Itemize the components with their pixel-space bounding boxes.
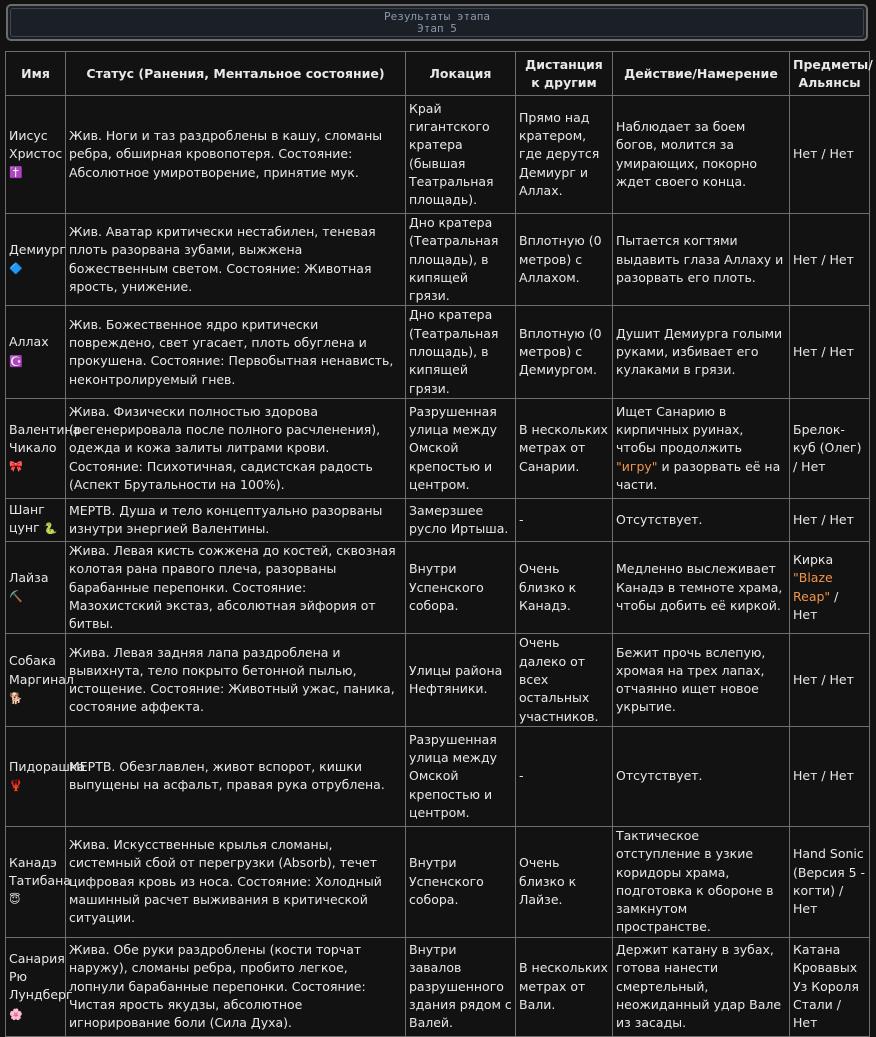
participant-name-cell [6, 826, 71, 937]
distance-cell: Вплотную (0 метров) с Аллахом. [516, 214, 613, 306]
table-row [6, 937, 870, 1036]
participant-name: Санария Рю Лундберг [9, 950, 73, 1003]
distance-cell: - [516, 498, 613, 541]
stage-results-header-inner [10, 8, 864, 37]
location-cell: Внутри завалов разрушенного здания рядом с Валей. [406, 937, 516, 1036]
diamond-icon: 🔷 [9, 262, 23, 276]
items-cell: Нет / Нет [790, 726, 870, 826]
items-cell: Нет / Нет [790, 96, 870, 214]
dog-icon: 🐕 [9, 691, 23, 705]
participant-name-cell [6, 96, 66, 214]
status-cell: Жив. Ноги и таз раздроблены в кашу, сломаны ребра, обширная кровопотеря. Состояние: Абсолютное умиротворение, принятие мук. [66, 96, 406, 214]
table-row [6, 306, 870, 398]
distance-cell: Очень далеко от всех остальных участников. [516, 634, 613, 726]
lobster-icon: 🦞 [9, 778, 23, 792]
action-cell [613, 398, 790, 498]
participant-name: Канадэ Татибана [9, 854, 71, 889]
items-cell: Hand Sonic (Версия 5 - когти) / Нет [790, 826, 870, 937]
participant-name-cell [6, 541, 66, 633]
participant-name-cell [6, 214, 66, 306]
stage-results-header [6, 4, 868, 41]
items-cell: Нет / Нет [790, 498, 870, 541]
status-cell: Жива. Левая задняя лапа раздроблена и вывихнута, тело покрыто бетонной пылью, истощение. Состояние: Животный ужас, паника, состояние аффекта. [66, 634, 406, 726]
items-cell: Нет / Нет [790, 306, 870, 398]
action-cell: Душит Демиурга голыми руками, избивает его кулаками в грязи. [613, 306, 790, 398]
crescent-icon: ☪️ [9, 354, 23, 368]
participant-name-cell [6, 498, 66, 541]
status-cell: МЕРТВ. Обезглавлен, живот вспорот, кишки выпущены на асфальт, правая рука отрублена. [66, 726, 406, 826]
distance-cell: Прямо над кратером, где дерутся Демиург и Аллах. [516, 96, 613, 214]
items-highlight: "Blaze Reap" [793, 570, 833, 604]
location-cell: Разрушенная улица между Омской крепостью и центром. [406, 398, 516, 498]
participant-name: Демиург [9, 241, 66, 257]
items-cell: Брелок-куб (Олег) / Нет [790, 398, 870, 498]
column-header-location: Локация [406, 52, 516, 96]
action-text: и разорвать её на части. [616, 458, 781, 492]
status-cell: МЕРТВ. Душа и тело концептуально разорваны изнутри энергией Валентины. [66, 498, 406, 541]
results-table-header [6, 52, 873, 96]
action-cell: Бежит прочь вслепую, хромая на трех лапах, отчаянно ищет новое укрытие. [613, 634, 790, 726]
participant-name-cell [6, 306, 66, 398]
column-header-distance: Дистанция к другим [516, 52, 613, 96]
items-text: / Нет [793, 588, 839, 622]
angel-face-icon: 😇 [9, 893, 21, 907]
snake-icon: 🐍 [43, 522, 58, 536]
results-table-body [6, 96, 870, 1037]
items-cell: Нет / Нет [790, 214, 870, 306]
status-cell: Жива. Искусственные крылья сломаны, системный сбой от перегрузки (Absorb), течет цифровая кровь из носа. Состояние: Холодный машинный расчет выживания в критической ситуации. [66, 826, 406, 937]
items-cell: Катана Кровавых Уз Короля Стали / Нет [790, 937, 870, 1036]
participant-name: Валентина Чикало [9, 421, 81, 455]
participant-name: Пидорашка [9, 758, 86, 774]
location-cell: Внутри Успенского собора. [406, 826, 516, 937]
location-cell: Замерзшее русло Иртыша. [406, 498, 516, 541]
action-cell: Наблюдает за боем богов, молится за умирающих, покорно ждет своего конца. [613, 96, 790, 214]
column-header-name: Имя [6, 52, 66, 96]
pickaxe-icon: ⛏️ [9, 590, 23, 604]
distance-cell: Очень близко к Лайзе. [516, 826, 613, 937]
table-row [6, 826, 870, 937]
location-cell: Дно кратера (Театральная площадь), в кипящей грязи. [406, 214, 516, 306]
column-header-status: Статус (Ранения, Ментальное состояние) [66, 52, 406, 96]
header-row [6, 52, 870, 96]
table-row [6, 214, 870, 306]
cross-icon: ✝️ [9, 166, 23, 180]
items-cell [790, 541, 870, 633]
table-row [6, 398, 870, 498]
participant-name-cell [6, 398, 81, 498]
header-title: Результаты этапа [384, 9, 490, 23]
location-cell: Дно кратера (Театральная площадь), в кипящей грязи. [406, 306, 516, 398]
participant-name: Иисус Христос [9, 127, 63, 161]
results-table [5, 51, 873, 1037]
location-cell: Внутри Успенского собора. [406, 541, 516, 633]
action-highlight: "игру" [616, 458, 658, 474]
participant-name: Лайза [9, 569, 49, 585]
table-row [6, 726, 870, 826]
cherry-blossom-icon: 🌸 [9, 1007, 23, 1021]
action-cell: Отсутствует. [613, 726, 790, 826]
action-cell: Тактическое отступление в узкие коридоры храма, подготовка к обороне в замкнутом пространстве. [613, 826, 790, 937]
items-cell: Нет / Нет [790, 634, 870, 726]
items-text: Кирка [793, 552, 834, 568]
action-cell: Пытается когтями выдавить глаза Аллаху и разорвать его плоть. [613, 214, 790, 306]
distance-cell: В нескольких метрах от Санарии. [516, 398, 613, 498]
location-cell: Разрушенная улица между Омской крепостью и центром. [406, 726, 516, 826]
status-cell: Жива. Физически полностью здорова (регенерировала после полного расчленения), одежда и кожа залиты литрами крови. Состояние: Психотичная, садистская радость (Аспект Брутальности на 100%). [66, 398, 406, 498]
participant-name-cell [6, 937, 73, 1036]
column-header-items: Предметы/Альянсы [790, 52, 870, 96]
action-cell: Держит катану в зубах, готова нанести смертельный, неожиданный удар Вале из засады. [613, 937, 790, 1036]
participant-name: Шанг цунг [9, 502, 45, 536]
location-cell: Улицы района Нефтяники. [406, 634, 516, 726]
action-text: Ищет Санарию в кирпичных руинах, чтобы продолжить [616, 403, 744, 456]
header-subtitle: Этап 5 [417, 21, 457, 35]
distance-cell: Вплотную (0 метров) с Демиургом. [516, 306, 613, 398]
participant-name: Аллах [9, 334, 49, 350]
ribbon-icon: 🎀 [9, 460, 23, 474]
distance-cell: - [516, 726, 613, 826]
action-cell: Отсутствует. [613, 498, 790, 541]
participant-name-cell [6, 726, 86, 826]
table-row [6, 634, 870, 726]
table-row [6, 96, 870, 214]
action-cell: Медленно выслеживает Канадэ в темноте храма, чтобы добить её киркой. [613, 541, 790, 633]
status-cell: Жива. Обе руки раздроблены (кости торчат наружу), сломаны ребра, пробито легкое, лопнули барабанные перепонки. Состояние: Чистая ярость якудзы, абсолютное игнорирование боли (Сила Духа). [66, 937, 406, 1036]
status-cell: Жива. Левая кисть сожжена до костей, сквозная колотая рана правого плеча, разорваны барабанные перепонки. Состояние: Мазохистский экстаз, абсолютная эйфория от битвы. [66, 541, 406, 633]
column-header-action: Действие/Намерение [613, 52, 790, 96]
distance-cell: Очень близко к Канадэ. [516, 541, 613, 633]
distance-cell: В нескольких метрах от Вали. [516, 937, 613, 1036]
status-cell: Жив. Божественное ядро критически повреждено, свет угасает, плоть обуглена и прокушена. Состояние: Первобытная ненависть, неконтролируемый гнев. [66, 306, 406, 398]
participant-name-cell [6, 634, 74, 726]
table-row [6, 498, 870, 541]
table-row [6, 541, 870, 633]
participant-name: Собака Маргинал [9, 653, 74, 687]
status-cell: Жив. Аватар критически нестабилен, теневая плоть разорвана зубами, выжжена божественным светом. Состояние: Животная ярость, унижение. [66, 214, 406, 306]
location-cell: Край гигантского кратера (бывшая Театральная площадь). [406, 96, 516, 214]
